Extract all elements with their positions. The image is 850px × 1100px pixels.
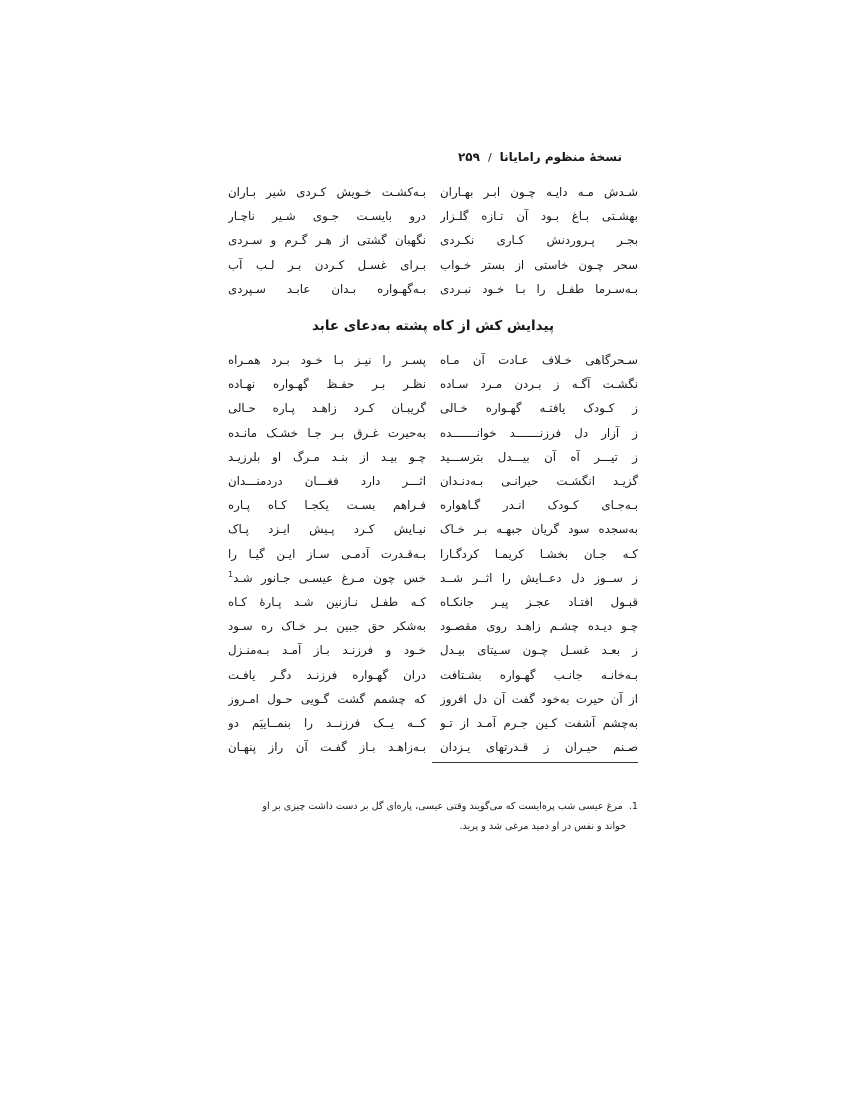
verse-row <box>228 614 638 638</box>
hemistich-second: خس چون مـرغ عیسـی جـانور شـد$^1$ <box>228 570 426 585</box>
hemistich-first: ز بعـد غسـل چـون سـیتای بیـدل <box>440 643 638 658</box>
footnote-reference[interactable]: 1 <box>228 570 234 579</box>
verse-row <box>228 517 638 541</box>
header-separator: / <box>487 150 492 164</box>
hemistich-first: صـنم حیـران ز قـدرتهای یـزدان <box>440 740 638 755</box>
hemistich-first: بـه‌جـای کـودک انـدر گـاهواره <box>440 498 638 513</box>
verse-row <box>228 542 638 566</box>
verse-block-intro <box>228 180 638 301</box>
hemistich-second: به‌شکر حق جبین بـر خـاک ره سـود <box>228 619 426 634</box>
hemistich-first: سـحرگاهی خـلاف عـادت آن مـاه <box>440 353 638 368</box>
footnote-text-1: مرغ عیسی شب پره‌ایست که می‌گویند وقتی عیسی، پاره‌ای گل بر دست داشت چیزی بر او <box>262 801 623 812</box>
hemistich-first: ز ســوز دل دعــایش را اثــر شــد <box>440 570 638 585</box>
hemistich-second: نیـایش کـرد پـیش ایـزد پـاک <box>228 522 426 537</box>
hemistich-first: چـو دیـده چشـم زاهـد روی مقصـود <box>440 619 638 634</box>
hemistich-first: ز آزار دل فرزنـــــــد خوانـــــــده <box>440 425 638 440</box>
hemistich-first: به‌چشم آشفت کـین جـرم آمـد از تـو <box>440 715 638 730</box>
verse-row <box>228 180 638 204</box>
verse-row <box>228 711 638 735</box>
verse-row <box>228 204 638 228</box>
hemistich-first: گزیـد انگشـت حیرانـی بـه‌دنـدان <box>440 474 638 489</box>
hemistich-first: به‌سجده سود گریان جبهـه بـر خـاک <box>440 522 638 537</box>
hemistich-first: قبـول افتـاد عجـز پیـر جانکـاه <box>440 594 638 609</box>
page-number: ۲۵۹ <box>457 150 480 164</box>
hemistich-second: بـه‌قـدرت آدمـی سـاز ایـن گیـا را <box>228 546 426 561</box>
footnote-line-2: خواند و نفس در او دمید مرغی شد و پرید. <box>459 821 626 832</box>
footnote <box>228 797 638 837</box>
hemistich-second: کـه طفـل نـازنین شـد پـارهٔ کـاه <box>228 594 426 609</box>
footnote-divider <box>432 762 638 763</box>
hemistich-first: بجـر پـروردنش کـاری نکـردی <box>440 233 638 248</box>
book-title: نسخهٔ منظوم رامایانا <box>499 150 622 164</box>
running-header <box>458 150 622 164</box>
hemistich-first: کـه جـان بخشـا کریمـا کردگـارا <box>440 546 638 561</box>
verse-block-main <box>228 348 638 759</box>
hemistich-second: دران گهـواره فرزنـد دگـر یافـت <box>228 667 426 682</box>
footnote-number: 1. <box>628 801 638 812</box>
verse-row <box>228 228 638 252</box>
hemistich-second: نظـر بـر حفـظ گهـواره نهـاده <box>228 377 426 392</box>
verse-row <box>228 638 638 662</box>
verse-row <box>228 493 638 517</box>
hemistich-second: نگهبان گشتی از هـر گـرم و سـردی <box>228 233 426 248</box>
hemistich-second: به‌حیرت غـرق بـر جـا خشـک مانـده <box>228 425 426 440</box>
hemistich-second: پسـر را نیـز بـا خـود بـرد همـراه <box>228 353 426 368</box>
verse-row <box>228 277 638 301</box>
hemistich-first: ز تیـــر آه آن بیـــدل بترســـید <box>440 449 638 464</box>
verse-row <box>228 445 638 469</box>
section-title: پیدایش کش از کاه پشته به‌دعای عابد <box>311 318 555 334</box>
verse-row <box>228 469 638 493</box>
hemistich-second: که چشمم گشت گـویی حـول امـروز <box>228 691 426 706</box>
hemistich-second: خـود و فرزنـد بـاز آمـد بـه‌منـزل <box>228 643 426 658</box>
hemistich-second: کــه یــک فرزنــد را بنمــاییَم دو <box>228 715 426 730</box>
hemistich-first: بـه‌سـرما طفـل را بـا خـود نبـردی <box>440 281 638 296</box>
verse-row <box>228 590 638 614</box>
verse-row <box>228 687 638 711</box>
hemistich-second: بـه‌گهـواره بـدان عابـد سـپردی <box>228 281 426 296</box>
verse-row <box>228 372 638 396</box>
verse-row <box>228 735 638 759</box>
hemistich-second: گریبـان کـرد زاهـد پـاره حـالی <box>228 401 426 416</box>
verse-row <box>228 662 638 686</box>
verse-row <box>228 566 638 590</box>
footnote-line-1 <box>228 797 638 817</box>
hemistich-second: فـراهم بسـت یکجـا کـاه پـاره <box>228 498 426 513</box>
hemistich-first: نگشـت آگـه ز بـردن مـرد سـاده <box>440 377 638 392</box>
hemistich-first: ز کـودک یافتـه گهـواره خـالی <box>440 401 638 416</box>
hemistich-second: بـه‌کشـت خـویش کـردی شیر بـاران <box>228 185 426 200</box>
hemistich-second: بـه‌زاهـد بـاز گفـت آن راز پنهـان <box>228 740 426 755</box>
hemistich-second: اثـــر دارد فغـــان دردمنـــدان <box>228 474 426 489</box>
verse-row <box>228 253 638 277</box>
verse-row <box>228 421 638 445</box>
hemistich-first: سحر چـون خاستی از بستر خـواب <box>440 257 638 272</box>
hemistich-second: بـرای غسـل کـردن بـر لـب آب <box>228 257 426 272</box>
hemistich-first: از آن حیرت به‌خود گفت آن دل افروز <box>440 691 638 706</box>
hemistich-second: درو بایسـت جـوی شـیر ناچـار <box>228 209 426 224</box>
verse-row <box>228 396 638 420</box>
verse-row <box>228 348 638 372</box>
hemistich-first: بهشـتی بـاغ بـود آن تـازه گلـزار <box>440 209 638 224</box>
hemistich-second: چـو بیـد از بنـد مـرگ او بلرزیـد <box>228 449 426 464</box>
hemistich-first: بـه‌خانـه جانـب گهـواره بشـتافت <box>440 667 638 682</box>
hemistich-first: شـدش مـه دایـه چـون ابـر بهـاران <box>440 185 638 200</box>
